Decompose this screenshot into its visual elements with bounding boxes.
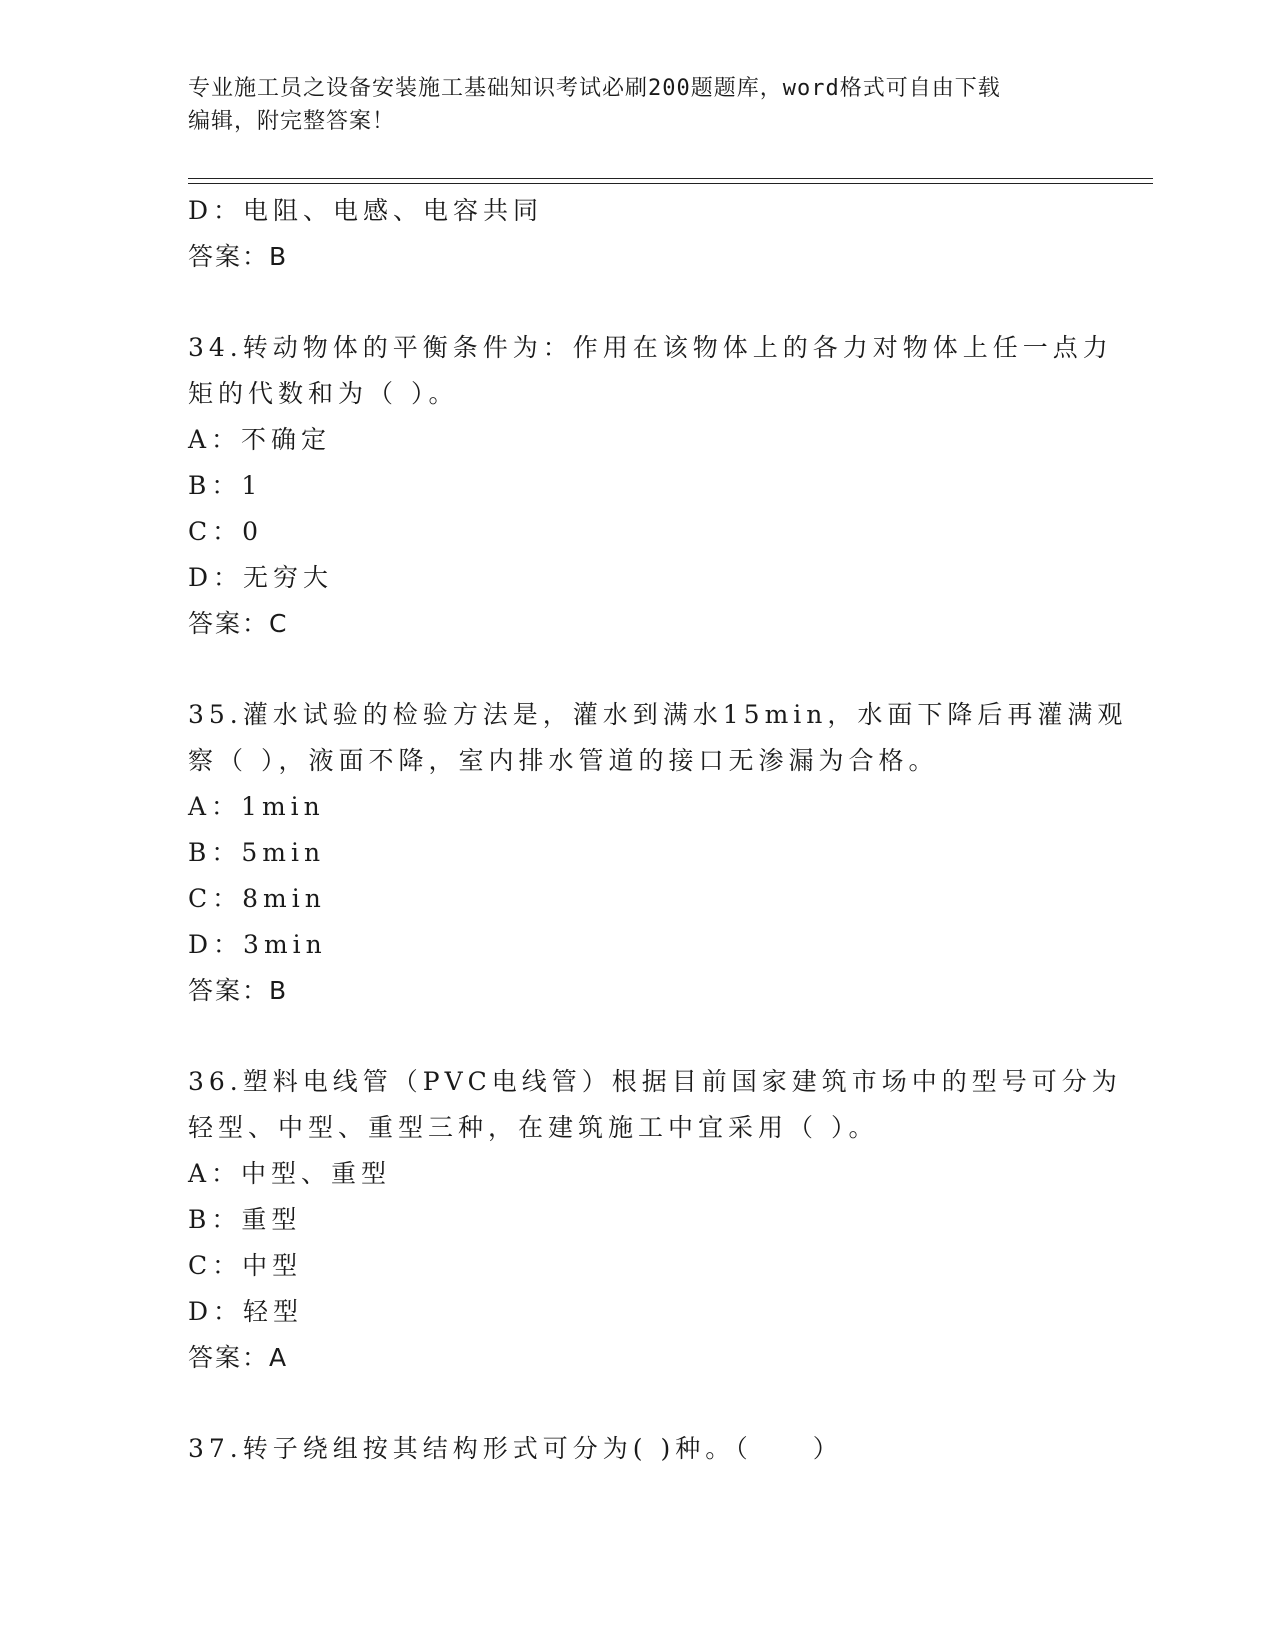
header-divider-top — [188, 178, 1153, 179]
option-a: A：不确定 — [188, 425, 332, 454]
question-text-line-1: 35.灌水试验的检验方法是，灌水到满水15min，水面下降后再灌满观 — [188, 700, 1128, 729]
answer: 答案：C — [188, 609, 289, 638]
question-37 — [188, 1426, 1088, 1472]
option-a: A：1min — [188, 792, 325, 821]
answer: 答案：B — [188, 976, 289, 1005]
answer: 答案：A — [188, 1343, 289, 1372]
question-35 — [188, 692, 1128, 1014]
option-b: B：5min — [188, 838, 326, 867]
option-c: C：8min — [188, 884, 326, 913]
option-c: C：0 — [188, 517, 264, 546]
option-b: B：重型 — [188, 1205, 302, 1234]
answer: 答案：B — [188, 242, 289, 271]
option-c: C：中型 — [188, 1251, 303, 1280]
question-text-line-2: 矩的代数和为（ ）。 — [188, 379, 459, 408]
header-line-2: 编辑，附完整答案！ — [188, 109, 396, 134]
option-d: D：无穷大 — [188, 563, 334, 592]
question-34 — [188, 325, 1113, 647]
question-36 — [188, 1059, 1122, 1381]
header-divider-bottom — [188, 183, 1153, 184]
document-header — [188, 72, 1068, 138]
option-d: D：3min — [188, 930, 327, 959]
option-a: A：中型、重型 — [188, 1159, 392, 1188]
question-list — [188, 188, 1128, 1472]
question-33-tail — [188, 188, 1088, 280]
question-text-line-2: 轻型、中型、重型三种，在建筑施工中宜采用（ ）。 — [188, 1113, 879, 1142]
header-line-1: 专业施工员之设备安装施工基础知识考试必刷200题题库，word格式可自由下载 — [188, 76, 1001, 101]
option-d: D：轻型 — [188, 1297, 304, 1326]
question-text-line-1: 36.塑料电线管（PVC电线管）根据目前国家建筑市场中的型号可分为 — [188, 1067, 1122, 1096]
option-d: D：电阻、电感、电容共同 — [188, 196, 544, 225]
question-text-line-2: 察（ ），液面不降，室内排水管道的接口无渗漏为合格。 — [188, 746, 939, 775]
option-b: B：1 — [188, 471, 263, 500]
question-text-line-1: 37.转子绕组按其结构形式可分为( )种。（ ） — [188, 1434, 843, 1463]
question-text-line-1: 34.转动物体的平衡条件为：作用在该物体上的各力对物体上任一点力 — [188, 333, 1113, 362]
